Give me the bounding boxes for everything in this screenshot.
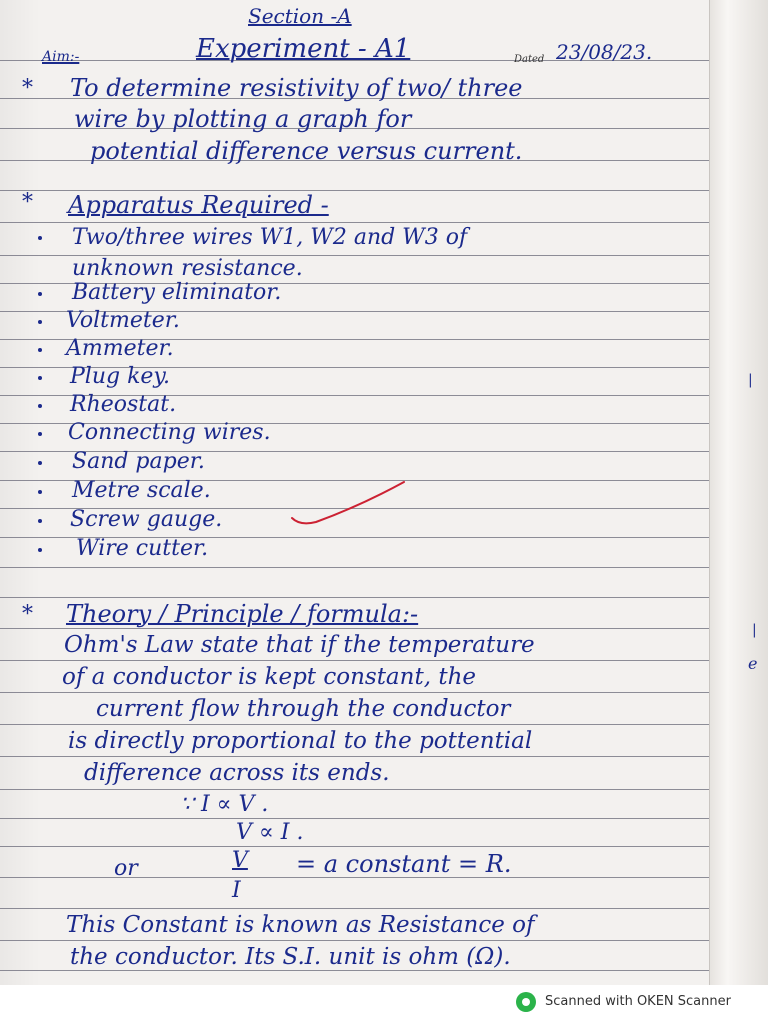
date-value: 23/08/23.	[556, 40, 653, 64]
apparatus-item: Sand paper.	[72, 449, 205, 474]
ruled-line	[0, 628, 740, 629]
apparatus-item: Wire cutter.	[76, 536, 209, 561]
theory-heading: Theory / Principle / formula:-	[66, 600, 419, 628]
ruled-line	[0, 567, 740, 568]
apparatus-item: Battery eliminator.	[72, 280, 282, 305]
formula-line: = a constant = R.	[296, 850, 512, 878]
bullet-dot	[38, 404, 42, 408]
ruled-line	[0, 940, 740, 941]
theory-line: of a conductor is kept constant, the	[62, 664, 476, 690]
apparatus-item: Voltmeter.	[66, 308, 180, 333]
ruled-line	[0, 970, 740, 971]
ruled-line	[0, 756, 740, 757]
ruled-line	[0, 789, 740, 790]
apparatus-item: Ammeter.	[66, 336, 174, 361]
theory-line: is directly proportional to the pottential	[68, 728, 533, 754]
star-bullet: *	[22, 76, 33, 101]
bullet-dot	[38, 519, 42, 523]
scanner-logo-icon	[516, 992, 536, 1012]
bullet-dot	[38, 432, 42, 436]
bullet-dot	[38, 490, 42, 494]
or-label: or	[114, 856, 138, 881]
dated-label: Dated	[514, 54, 545, 65]
ruled-line	[0, 222, 740, 223]
aim-line: wire by plotting a graph for	[74, 105, 412, 133]
ruled-line	[0, 692, 740, 693]
ruled-line	[0, 597, 740, 598]
closing-line: This Constant is known as Resistance of	[66, 912, 535, 938]
ruled-line	[0, 908, 740, 909]
star-bullet: *	[22, 602, 33, 627]
scanner-watermark-text: Scanned with OKEN Scanner	[545, 994, 731, 1009]
formula-line: V ∝ I .	[236, 820, 304, 845]
bullet-dot	[38, 292, 42, 296]
apparatus-item: Screw gauge.	[70, 507, 223, 532]
apparatus-item: unknown resistance.	[72, 256, 303, 281]
bullet-dot	[38, 376, 42, 380]
apparatus-item: Connecting wires.	[68, 420, 271, 445]
ruled-line	[0, 846, 740, 847]
ruled-line	[0, 724, 740, 725]
theory-line: difference across its ends.	[84, 760, 390, 786]
theory-margin-note: e	[748, 654, 758, 673]
bullet-dot	[38, 320, 42, 324]
aim-line: potential difference versus current.	[90, 137, 523, 165]
theory-line: current flow through the conductor	[96, 696, 511, 722]
apparatus-item: Metre scale.	[72, 478, 211, 503]
bullet-dot	[38, 236, 42, 240]
formula-line: ∵ I ∝ V .	[180, 792, 269, 817]
fraction-denominator: I	[232, 878, 241, 903]
bullet-dot	[38, 348, 42, 352]
edge-mark: |	[752, 622, 757, 638]
section-heading: Section -A	[248, 4, 352, 28]
red-check-mark	[290, 476, 410, 526]
apparatus-item: Rheostat.	[70, 392, 177, 417]
closing-line: the conductor. Its S.I. unit is ohm (Ω).	[70, 944, 511, 970]
aim-label: Aim:-	[42, 49, 80, 65]
apparatus-item: Plug key.	[70, 364, 170, 389]
bullet-dot	[38, 548, 42, 552]
experiment-title: Experiment - A1	[196, 34, 411, 64]
bullet-dot	[38, 461, 42, 465]
theory-line: Ohm's Law state that if the temperature	[64, 632, 535, 658]
edge-mark: |	[748, 372, 753, 388]
ruled-line	[0, 818, 740, 819]
apparatus-heading: Apparatus Required -	[68, 191, 329, 219]
ruled-line	[0, 660, 740, 661]
star-bullet: *	[22, 190, 33, 215]
aim-line: To determine resistivity of two/ three	[70, 74, 523, 102]
notebook-page-edge	[709, 0, 768, 985]
fraction-numerator: V	[232, 848, 248, 873]
apparatus-item: Two/three wires W1, W2 and W3 of	[72, 225, 468, 250]
